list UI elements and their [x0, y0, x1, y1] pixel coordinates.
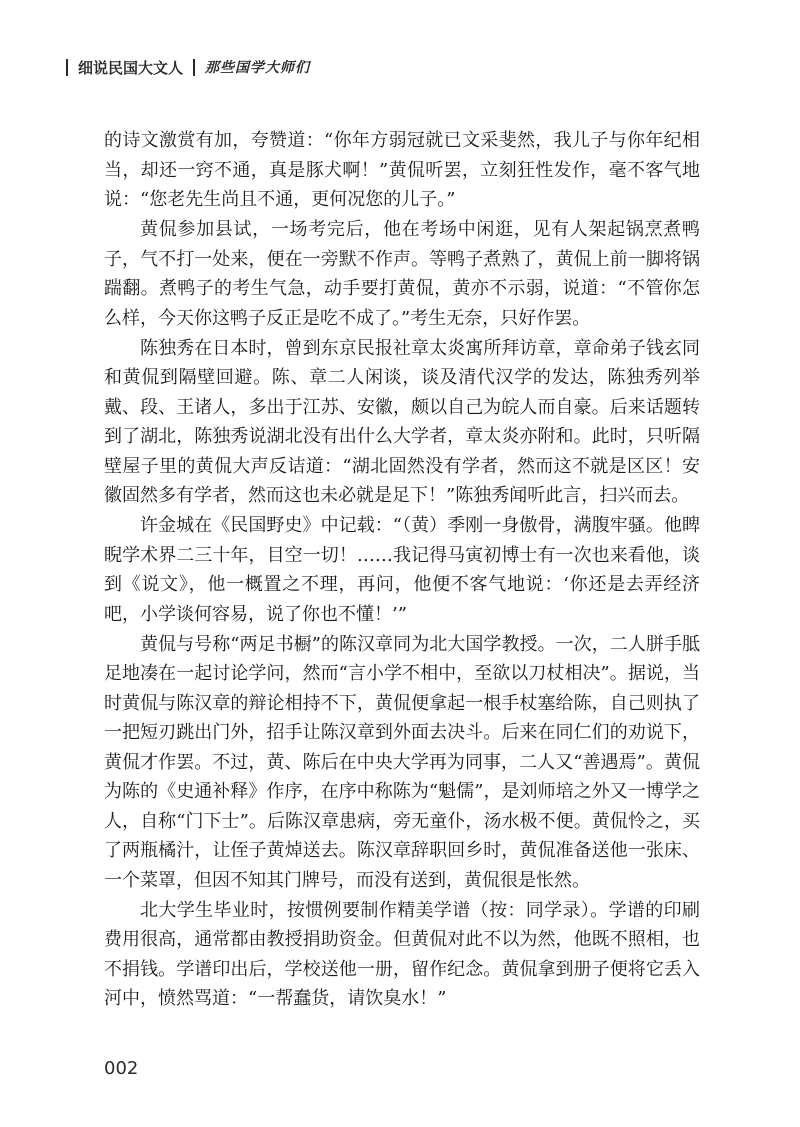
body-text [104, 126, 700, 1014]
book-title: 细说民国大文人 [78, 58, 184, 77]
paragraph: 黄侃与号称“两足书橱”的陈汉章同为北大国学教授。一次，二人胼手胝足地凑在一起讨论学问，然而“言小学不相中，至欲以刀杖相决”。据说，当时黄侃与陈汉章的辩论相持不下，黄侃便拿起一根手杖塞给陈，自己则执了一把短刃跳出门外，招手让陈汉章到外面去决斗。后来在同仁们的劝说下，黄侃才作罢。不过，黄、陈后在中央大学再为同事，二人又“善遇焉”。黄侃为陈的《史通补释》作序，在序中称陈为“魁儒”，是刘师培之外又一博学之人，自称“门下士”。后陈汉章患病，旁无童仆，汤水极不便。黄侃怜之，买了两瓶橘汁，让侄子黄焯送去。陈汉章辞职回乡时，黄侃准备送他一张床、一个菜罩，但因不知其门牌号，而没有送到，黄侃很是怅然。 [104, 633, 700, 891]
paragraph: 许金城在《民国野史》中记载：“（黄）季刚一身傲骨，满腹牢骚。他睥睨学术界二三十年，目空一切！……我记得马寅初博士有一次也来看他，谈到《说文》，他一概置之不理，再问，他便不客气地说：‘你还是去弄经济吧，小学谈何容易，说了你也不懂！’” [104, 515, 700, 625]
paragraph: 黄侃参加县试，一场考完后，他在考场中闲逛，见有人架起锅烹煮鸭子，气不打一处来，便在一旁默不作声。等鸭子煮熟了，黄侃上前一脚将锅踹翻。煮鸭子的考生气急，动手要打黄侃，黄亦不示弱，说道：“不管你怎么样，今天你这鸭子反正是吃不成了。”考生无奈，只好作罢。 [104, 219, 700, 329]
header-divider [193, 59, 195, 76]
chapter-title: 那些国学大师们 [205, 60, 311, 76]
running-header [66, 55, 310, 79]
paragraph: 北大学生毕业时，按惯例要制作精美学谱（按：同学录）。学谱的印刷费用很高，通常都由教授捐助资金。但黄侃对此不以为然，他既不照相，也不捐钱。学谱印出后，学校送他一册，留作纪念。黄侃拿到册子便将它丢入河中，愤然骂道：“一帮蠢货，请饮臭水！” [104, 899, 700, 1009]
paragraph: 的诗文激赏有加，夸赞道：“你年方弱冠就已文采斐然，我儿子与你年纪相当，却还一窍不通，真是豚犬啊！”黄侃听罢，立刻狂性发作，毫不客气地说：“您老先生尚且不通，更何况您的儿子。” [104, 130, 700, 210]
page-number: 002 [104, 1058, 139, 1079]
header-divider [66, 59, 68, 76]
paragraph: 陈独秀在日本时，曾到东京民报社章太炎寓所拜访章，章命弟子钱玄同和黄侃到隔壁回避。陈、章二人闲谈，谈及清代汉学的发达，陈独秀列举戴、段、王诸人，多出于江苏、安徽，颇以自己为皖人而自豪。后来话题转到了湖北，陈独秀说湖北没有出什么大学者，章太炎亦附和。此时，只听隔壁屋子里的黄侃大声反诘道：“湖北固然没有学者，然而这不就是区区！安徽固然多有学者，然而这也未必就是足下！”陈独秀闻听此言，扫兴而去。 [104, 337, 700, 506]
